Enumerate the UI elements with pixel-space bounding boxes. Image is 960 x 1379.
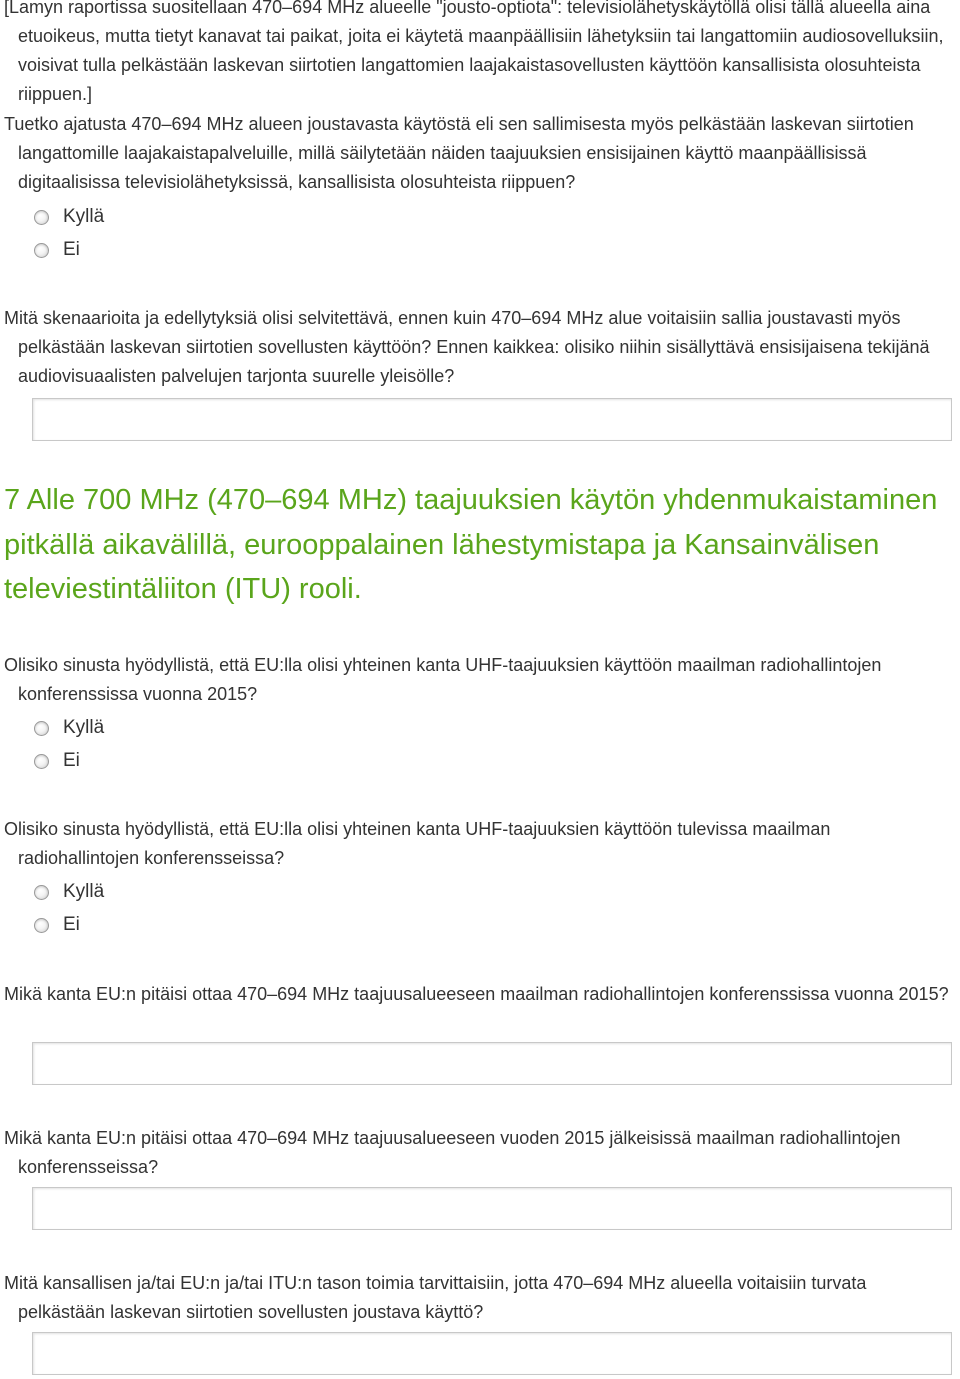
intro-note-text: [Lamyn raportissa suositellaan 470–694 MHz alueelle "jousto-optiota": televisiolähetyskäytöllä olisi tällä alueella aina etuoikeus, mutta tietyt kanavat tai paikat, joita ei käytetä maanpäällisiin lähetyksiin tai langattomiin audiosovelluksiin, voisivat tulla pelkästään laskevan siirtotien langattomien laajakaistasovellusten käyttöön kansallisista olosuhteista riippuen.] (4, 0, 944, 104)
flexible-use-question-text: Tuetko ajatusta 470–694 MHz alueen joustavasta käytöstä eli sen sallimisesta myös pelkästään laskevan siirtotien langattomille laajakaistapalveluille, millä säilytetään näiden taajuuksien ensisijainen käyttö maanpäällisissä digitaalisissa televisiolähetyksissä, kansallisista olosuhteista riippuen? (4, 114, 914, 192)
option-label: Kyllä (63, 206, 105, 227)
common-position-future-option-yes[interactable] (34, 879, 104, 905)
radio-button[interactable] (34, 885, 49, 900)
actions-question-text: Mitä kansallisen ja/tai EU:n ja/tai ITU:n tason toimia tarvittaisiin, jotta 470–694 MHz alueella voitaisiin turvata pelkästään laskevan siirtotien sovellusten joustava käyttö? (4, 1273, 867, 1322)
section-7-title: 7 Alle 700 MHz (470–694 MHz) taajuuksien käytön yhdenmukaistaminen pitkällä aikavälillä, eurooppalainen lähestymistapa ja Kansainvälisen televiestintäliiton (ITU) rooli. (4, 484, 938, 605)
option-label: Ei (63, 750, 80, 771)
radio-button[interactable] (34, 243, 49, 258)
option-label: Ei (63, 914, 80, 935)
scenarios-question (4, 304, 954, 391)
intro-note (4, 0, 954, 109)
eu-position-after-2015-question-text: Mikä kanta EU:n pitäisi ottaa 470–694 MHz taajuusalueeseen vuoden 2015 jälkeisissä maailman radiohallintojen konferensseissa? (4, 1128, 901, 1177)
eu-position-after-2015-question (4, 1124, 954, 1182)
flexible-use-option-yes[interactable] (34, 204, 104, 230)
eu-position-2015-question (4, 980, 954, 1009)
flexible-use-option-no[interactable] (34, 237, 80, 263)
common-position-2015-option-no[interactable] (34, 748, 80, 774)
actions-question (4, 1269, 954, 1327)
radio-button[interactable] (34, 754, 49, 769)
scenarios-answer-input[interactable] (32, 398, 952, 441)
common-position-future-option-no[interactable] (34, 912, 80, 938)
flexible-use-question (4, 110, 954, 197)
common-position-future-question-text: Olisiko sinusta hyödyllistä, että EU:lla olisi yhteinen kanta UHF-taajuuksien käyttöön tulevissa maailman radiohallintojen konferensseissa? (4, 819, 831, 868)
radio-button[interactable] (34, 721, 49, 736)
common-position-2015-question (4, 651, 954, 709)
common-position-future-question (4, 815, 954, 873)
option-label: Kyllä (63, 717, 105, 738)
eu-position-2015-answer-input[interactable] (32, 1042, 952, 1085)
option-label: Ei (63, 239, 80, 260)
scenarios-question-text: Mitä skenaarioita ja edellytyksiä olisi selvitettävä, ennen kuin 470–694 MHz alue voitaisiin sallia joustavasti myös pelkästään laskevan siirtotien sovellusten käyttöön? Ennen kaikkea: olisiko niihin sisällyttävä ensisijaisena tekijänä audiovisuaalisten palvelujen tarjonta suurelle yleisölle? (4, 308, 930, 386)
radio-button[interactable] (34, 210, 49, 225)
common-position-2015-option-yes[interactable] (34, 715, 104, 741)
option-label: Kyllä (63, 881, 105, 902)
eu-position-after-2015-answer-input[interactable] (32, 1187, 952, 1230)
actions-answer-input[interactable] (32, 1332, 952, 1375)
eu-position-2015-question-text: Mikä kanta EU:n pitäisi ottaa 470–694 MHz taajuusalueeseen maailman radiohallintojen konferenssissa vuonna 2015? (4, 984, 949, 1004)
radio-button[interactable] (34, 918, 49, 933)
common-position-2015-question-text: Olisiko sinusta hyödyllistä, että EU:lla olisi yhteinen kanta UHF-taajuuksien käyttöön maailman radiohallintojen konferenssissa vuonna 2015? (4, 655, 882, 704)
